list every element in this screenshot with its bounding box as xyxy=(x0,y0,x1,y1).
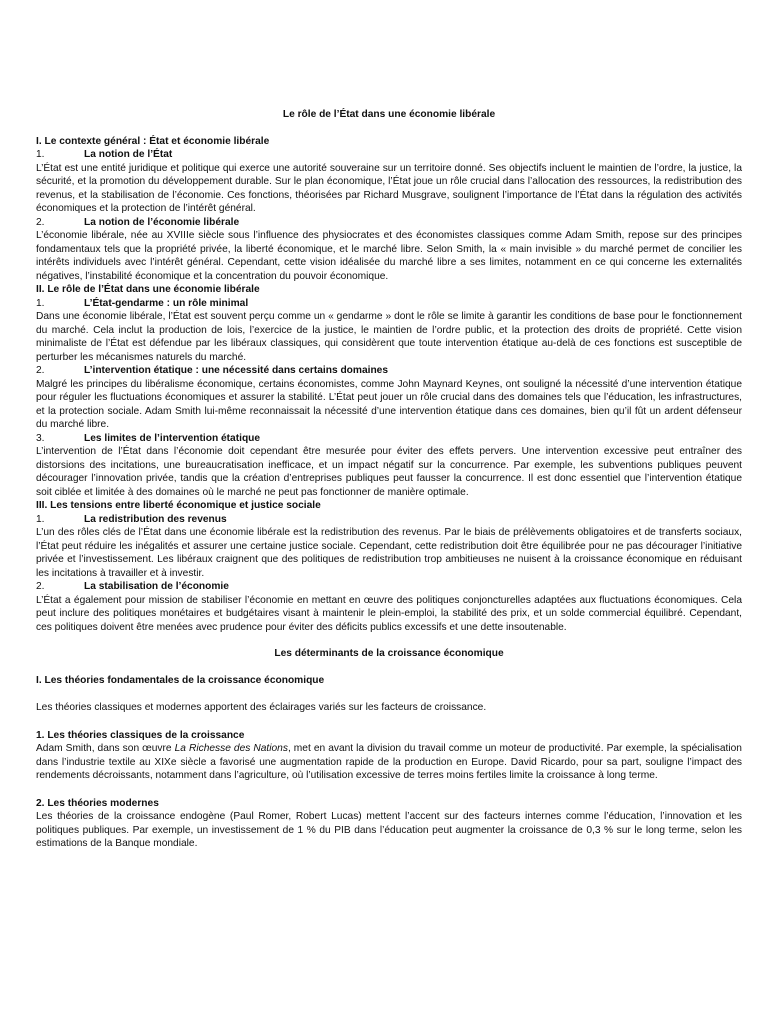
subheading-number: 1. xyxy=(36,149,45,160)
doc2-title: Les déterminants de la croissance économique xyxy=(274,648,504,659)
doc2-section-heading: I. Les théories fondamentales de la croissance économique xyxy=(36,674,325,686)
doc1-title: Le rôle de l’État dans une économie libérale xyxy=(282,109,496,120)
subheading-title: La notion de l’économie libérale xyxy=(84,216,240,228)
book-title: La Richesse des Nations xyxy=(174,743,288,754)
subheading-3-2 xyxy=(36,580,742,594)
doc2-subheading-2: 2. Les théories modernes xyxy=(36,797,159,809)
text-run: Adam Smith, dans son œuvre xyxy=(36,743,175,754)
subheading-2-1 xyxy=(36,297,742,311)
doc2-paragraph-1 xyxy=(36,742,742,783)
subheading-title: La stabilisation de l’économie xyxy=(84,581,229,592)
paragraph-2-2: Malgré les principes du libéralisme économique, certains économistes, comme John Maynard Keynes, ont souligné la nécessité d’une intervention étatique pour réguler les fluctuations économiques et assurer la stabilité. L’État peut jouer un rôle crucial dans des domaines tels que l’éducation, les infrastructures, et la protection sociale. Adam Smith lui-même reconnaissait la nécessité d’une intervention étatique dans ces domaines, bien qu’il fût un ardent défenseur du marché libre. xyxy=(36,378,742,430)
subheading-1-1 xyxy=(36,148,742,162)
subheading-title: L’État-gendarme : un rôle minimal xyxy=(84,297,249,309)
paragraph-3-1: L’un des rôles clés de l’État dans une économie libérale est la redistribution des revenus. Par le biais de prélèvements obligatoires et de transferts sociaux, l’État peut réduire les inégalités et assurer une certaine justice sociale. Cependant, cette redistribution doit être équilibrée pour ne pas décourager l’initiative privée et l’investissement. Les libéraux craignent que des politiques de redistribution trop ambitieuses ne nuisent à la croissance économique en réduisant les incitations à travailler et à investir. xyxy=(36,527,742,579)
doc2-intro: Les théories classiques et modernes apportent des éclairages variés sur les facteurs de croissance. xyxy=(36,702,487,713)
subheading-2-3 xyxy=(36,432,742,446)
subheading-title: Les limites de l’intervention étatique xyxy=(84,432,261,444)
subheading-1-2 xyxy=(36,216,742,230)
section-2-heading: II. Le rôle de l’État dans une économie libérale xyxy=(36,284,260,295)
document-page xyxy=(36,108,742,851)
section-1-heading: I. Le contexte général : État et économie libérale xyxy=(36,135,270,147)
paragraph-1-1: L’État est une entité juridique et politique qui exerce une autorité souveraine sur un territoire donné. Ses objectifs incluent le maintien de l’ordre, la justice, la sécurité, et la promotion du développement durable. Sur le plan économique, l’État joue un rôle crucial dans l’allocation des ressources, la redistribution des revenus, et la stabilisation de l’économie. Ces fonctions, théorisées par Richard Musgrave, soulignent l’importance de l’État dans la régulation des activités économiques et la protection de l’intérêt général. xyxy=(36,162,742,214)
doc2-subheading-1: 1. Les théories classiques de la croissance xyxy=(36,729,245,741)
text-run: , met en avant la division du travail comme un moteur de productivité. Par exemple, la spécialisation dans l’industrie textile au XIXe siècle a favorisé une augmentation rapide de la production en Europe. David Ricardo, pour sa part, souligne l’impact des rendements décroissants, notamment dans l’agriculture, où l’utilisation excessive de terres moins fertiles limite la croissance à long terme. xyxy=(36,743,742,781)
subheading-number: 2. xyxy=(36,216,45,228)
paragraph-3-2: L’État a également pour mission de stabiliser l’économie en mettant en œuvre des politiques conjoncturelles adaptées aux fluctuations économiques. Cela peut inclure des politiques monétaires et budgétaires visant à maintenir le plein-emploi, la stabilité des prix, et un solde commercial équilibré. Cependant, ces politiques doivent être menées avec prudence pour éviter des déficits publics excessifs et une dette insoutenable. xyxy=(36,594,742,633)
subheading-number: 2. xyxy=(36,365,45,376)
subheading-title: La redistribution des revenus xyxy=(84,513,227,525)
paragraph-1-2: L’économie libérale, née au XVIIIe siècle sous l’influence des physiocrates et des économistes classiques comme Adam Smith, repose sur des principes fondamentaux tels que la propriété privée, la liberté économique, et le marché libre. Selon Smith, la « main invisible » du marché permet de concilier les intérêts individuels avec l’intérêt général. Cependant, cette vision idéalisée du marché libre a ses limites, notamment en ce qui concerne les externalités négatives, l’instabilité économique et la concentration du pouvoir économique. xyxy=(36,230,742,282)
paragraph-2-1: Dans une économie libérale, l’État est souvent perçu comme un « gendarme » dont le rôle se limite à garantir les conditions de base pour le fonctionnement du marché. Cela inclut la production de lois, l’exercice de la justice, le maintien de l’ordre public, et la protection des droits de propriété. Cette vision minimaliste de l’État est défendue par les libéraux classiques, qui considèrent que toute intervention étatique au-delà de ces fonctions est susceptible de perturber les mécanismes naturels du marché. xyxy=(36,311,742,363)
subheading-3-1 xyxy=(36,513,742,527)
section-3-heading: III. Les tensions entre liberté économique et justice sociale xyxy=(36,500,321,511)
paragraph-2-3: L’intervention de l’État dans l’économie doit cependant être mesurée pour éviter des effets pervers. Une intervention excessive peut entraîner des distorsions des incitations, une bureaucratisation inefficace, et un impact négatif sur la concurrence. Par exemple, les subventions publiques peuvent décourager l’innovation privée, tandis que la création d’entreprises publiques peut fausser la concurrence. Il est donc essentiel que l’intervention étatique soit ciblée et limitée à des domaines où le marché ne peut pas fonctionner de manière optimale. xyxy=(36,446,742,498)
subheading-number: 1. xyxy=(36,513,45,525)
doc2-paragraph-2: Les théories de la croissance endogène (Paul Romer, Robert Lucas) mettent l’accent sur des facteurs internes comme l’éducation, l’innovation et les politiques publiques. Par exemple, un investissement de 1 % du PIB dans l’éducation peut augmenter la croissance de 0,3 % sur le long terme, selon les estimations de la Banque mondiale. xyxy=(36,811,742,849)
subheading-number: 2. xyxy=(36,581,45,592)
subheading-title: L’intervention étatique : une nécessité dans certains domaines xyxy=(84,365,389,376)
subheading-title: La notion de l’État xyxy=(84,149,173,160)
subheading-2-2 xyxy=(36,364,742,378)
subheading-number: 3. xyxy=(36,432,45,444)
subheading-number: 1. xyxy=(36,297,45,309)
